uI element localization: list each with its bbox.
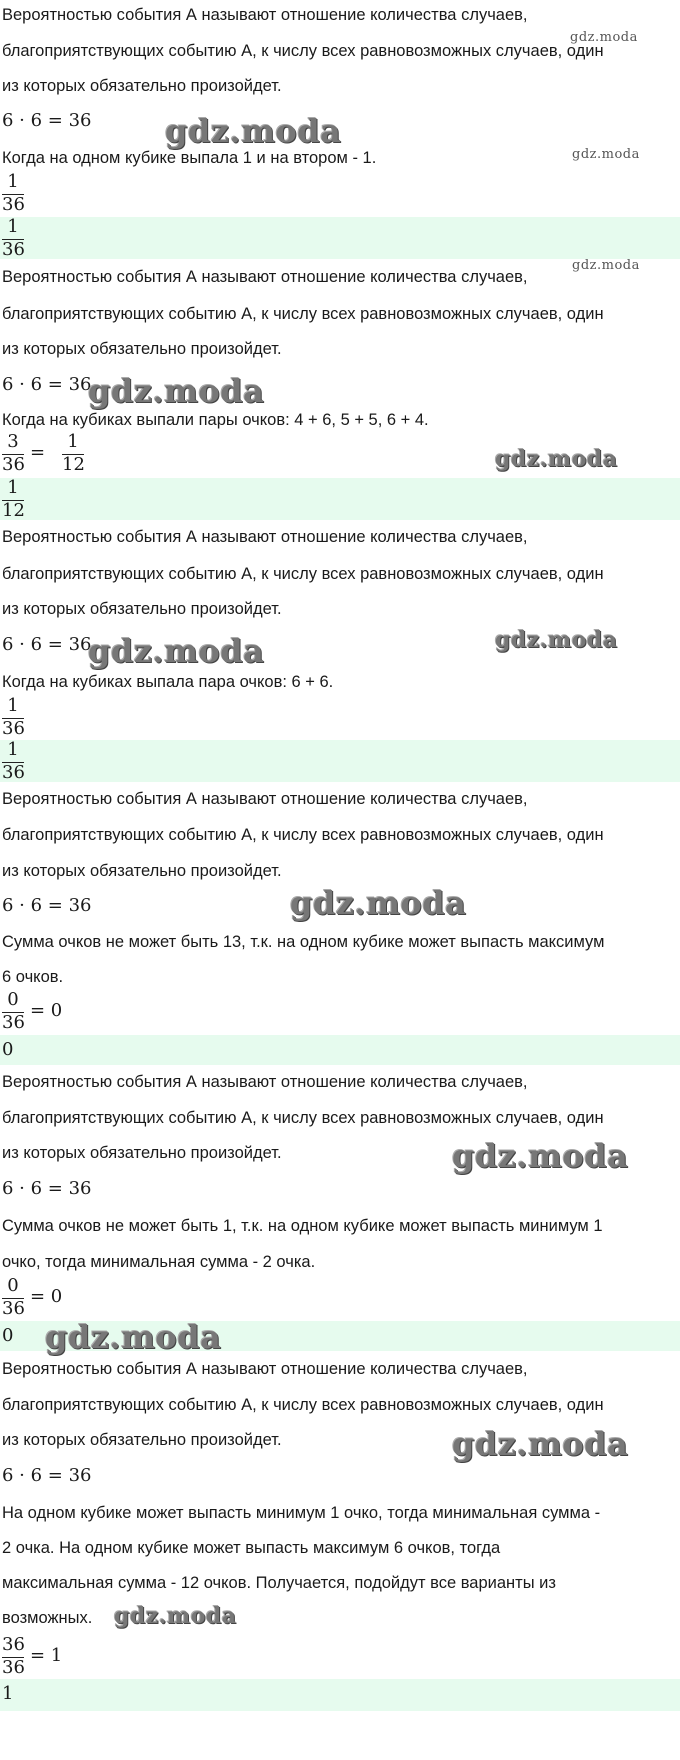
- fraction-denominator: 36: [2, 1298, 25, 1319]
- answer-value: 1: [2, 1683, 14, 1704]
- answer-numerator: 1: [7, 740, 19, 760]
- definition-line-3: из которых обязательно произойдет.: [2, 1431, 282, 1449]
- answer-highlight-1: [0, 217, 680, 259]
- total-outcomes: 6 · 6 = 36: [2, 895, 92, 916]
- watermark-logo: gdz.moda: [452, 1137, 629, 1175]
- watermark-logo: gdz.moda: [114, 1603, 237, 1629]
- watermark-logo: gdz.moda: [495, 627, 618, 653]
- fraction-result: = 1: [30, 1645, 63, 1666]
- definition-line-1: Вероятностью события А называют отношение количества случаев,: [2, 6, 528, 24]
- condition-line-2: очко, тогда минимальная сумма - 2 очка.: [2, 1253, 316, 1271]
- fraction-denominator: 36: [2, 454, 25, 475]
- definition-line-2: благоприятствующих событию А, к числу всех равновозможных случаев, один: [2, 1396, 604, 1414]
- answer-highlight-2: [0, 478, 680, 520]
- fraction-numerator: 0: [7, 989, 19, 1010]
- watermark-logo: gdz.moda: [572, 258, 640, 273]
- watermark-logo: gdz.moda: [452, 1425, 629, 1463]
- answer-numerator: 1: [7, 217, 19, 237]
- watermark-logo: gdz.moda: [570, 30, 638, 45]
- answer-highlight-6: [0, 1679, 680, 1711]
- condition-line-1: Сумма очков не может быть 1, т.к. на одном кубике может выпасть минимум 1: [2, 1217, 603, 1235]
- condition-line-1: На одном кубике может выпасть минимум 1 очко, тогда минимальная сумма -: [2, 1504, 601, 1522]
- watermark-logo: gdz.moda: [290, 884, 467, 922]
- condition-line-2: 2 очка. На одном кубике может выпасть максимум 6 очков, тогда: [2, 1539, 501, 1557]
- definition-line-3: из которых обязательно произойдет.: [2, 340, 282, 358]
- fraction-denominator: 36: [2, 1657, 25, 1678]
- condition-line-1: Сумма очков не может быть 13, т.к. на одном кубике может выпасть максимум: [2, 933, 605, 951]
- fraction-numerator: 1: [7, 171, 19, 192]
- fraction-denominator: 36: [2, 718, 25, 739]
- fraction-result: = 0: [30, 1286, 63, 1307]
- total-outcomes: 6 · 6 = 36: [2, 1465, 92, 1486]
- simplified-numerator: 1: [67, 431, 79, 452]
- total-outcomes: 6 · 6 = 36: [2, 110, 92, 131]
- definition-line-1: Вероятностью события А называют отношение количества случаев,: [2, 528, 528, 546]
- total-outcomes: 6 · 6 = 36: [2, 634, 92, 655]
- answer-value: 0: [2, 1039, 14, 1060]
- condition-text: Когда на кубиках выпала пара очков: 6 + 6.: [2, 673, 334, 691]
- fraction-numerator: 36: [2, 1634, 25, 1655]
- definition-line-3: из которых обязательно произойдет.: [2, 862, 282, 880]
- watermark-logo: gdz.moda: [88, 372, 265, 410]
- simplified-denominator: 12: [62, 454, 85, 475]
- total-outcomes: 6 · 6 = 36: [2, 1178, 92, 1199]
- answer-highlight-3: [0, 740, 680, 782]
- condition-text: Когда на одном кубике выпала 1 и на втором - 1.: [2, 149, 377, 167]
- answer-highlight-4: [0, 1035, 680, 1065]
- fraction-numerator: 1: [7, 695, 19, 716]
- answer-denominator: 12: [2, 500, 25, 520]
- fraction-denominator: 36: [2, 194, 25, 215]
- condition-line-4: возможных.: [2, 1609, 93, 1627]
- definition-line-2: благоприятствующих событию А, к числу всех равновозможных случаев, один: [2, 305, 604, 323]
- fraction-numerator: 0: [7, 1275, 19, 1296]
- definition-line-2: благоприятствующих событию А, к числу всех равновозможных случаев, один: [2, 1109, 604, 1127]
- answer-denominator: 36: [2, 762, 25, 782]
- answer-value: 0: [2, 1325, 14, 1346]
- condition-line-3: максимальная сумма - 12 очков. Получается, подойдут все варианты из: [2, 1574, 556, 1592]
- fraction-numerator: 3: [7, 431, 19, 452]
- total-outcomes: 6 · 6 = 36: [2, 374, 92, 395]
- answer-numerator: 1: [7, 478, 19, 498]
- watermark-logo: gdz.moda: [572, 147, 640, 162]
- equals-sign: =: [30, 442, 46, 463]
- answer-denominator: 36: [2, 239, 25, 259]
- condition-line-2: 6 очков.: [2, 968, 64, 986]
- fraction-denominator: 36: [2, 1012, 25, 1033]
- condition-text: Когда на кубиках выпали пары очков: 4 + 6, 5 + 5, 6 + 4.: [2, 411, 429, 429]
- definition-line-1: Вероятностью события А называют отношение количества случаев,: [2, 1073, 528, 1091]
- definition-line-3: из которых обязательно произойдет.: [2, 1144, 282, 1162]
- definition-line-1: Вероятностью события А называют отношение количества случаев,: [2, 1360, 528, 1378]
- definition-line-2: благоприятствующих событию А, к числу всех равновозможных случаев, один: [2, 42, 604, 60]
- watermark-logo: gdz.moda: [165, 112, 342, 150]
- definition-line-3: из которых обязательно произойдет.: [2, 77, 282, 95]
- watermark-logo: gdz.moda: [45, 1318, 222, 1356]
- definition-line-1: Вероятностью события А называют отношение количества случаев,: [2, 268, 528, 286]
- watermark-logo: gdz.moda: [495, 446, 618, 472]
- definition-line-1: Вероятностью события А называют отношение количества случаев,: [2, 790, 528, 808]
- watermark-logo: gdz.moda: [88, 632, 265, 670]
- definition-line-2: благоприятствующих событию А, к числу всех равновозможных случаев, один: [2, 826, 604, 844]
- fraction-result: = 0: [30, 1000, 63, 1021]
- definition-line-2: благоприятствующих событию А, к числу всех равновозможных случаев, один: [2, 565, 604, 583]
- definition-line-3: из которых обязательно произойдет.: [2, 600, 282, 618]
